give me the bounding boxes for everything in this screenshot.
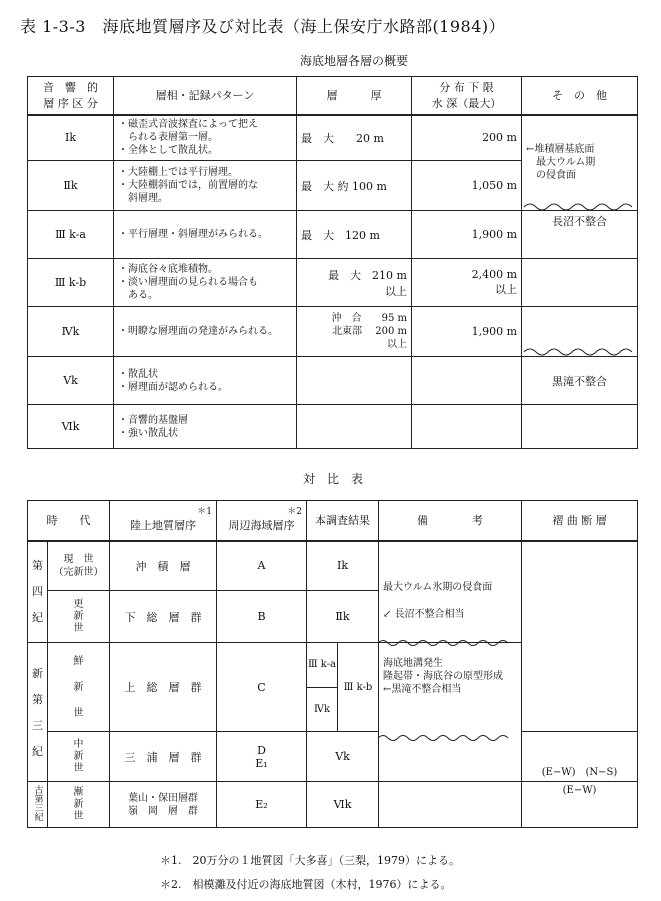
col-header-remarks: 備 考 (379, 501, 522, 541)
table-row (28, 405, 638, 449)
facies-cell: ・大陸棚上では平行層理。 ・大陸棚斜面では，前置層的な 斜層理。 (114, 161, 297, 211)
epoch-oligocene: 漸 新 世 (48, 782, 110, 828)
facies-cell: ・散乱状 ・層理面が認められる。 (114, 357, 297, 405)
fold-cell: (E−W) (522, 782, 638, 828)
footnote-1: ＊1. 20万分の１地質図「大多喜」（三梨，1979）による。 (160, 854, 460, 867)
sea-cell: D E₁ (217, 732, 307, 782)
table-row (28, 541, 638, 591)
thickness-cell: 最 大 210 m 以上 (297, 259, 412, 307)
thickness-cell: 沖 合 95 m 北東部 200 m 以上 (297, 307, 412, 357)
epoch-pliocene: 鮮 新 世 (48, 643, 110, 732)
epoch-pleistocene: 更 新 世 (48, 591, 110, 643)
col-header-unit: 音 響 的 層 序 区 分 (28, 77, 114, 115)
epoch-miocene: 中 新 世 (48, 732, 110, 782)
unit-cell: Ⅰk (28, 115, 114, 161)
col-header-thickness: 層 厚 (297, 77, 412, 115)
unit-cell: Ⅱk (28, 161, 114, 211)
land-cell: 葉山・保田層群 嶺 岡 層 群 (110, 782, 217, 828)
table2-caption: 対 比 表 (303, 472, 364, 486)
other-cell (522, 259, 638, 307)
depth-cell (412, 405, 522, 449)
table-row (28, 732, 638, 782)
era-paleogene: 古第三紀 (28, 782, 48, 828)
strata-overview-table (27, 76, 638, 449)
fold-cell: (E−W) (N−S) (522, 732, 638, 782)
thickness-cell: 最 大 約 100 m (297, 161, 412, 211)
survey-cell: Ⅵk (307, 782, 379, 828)
sea-cell: C (217, 643, 307, 732)
fold-cell (522, 541, 638, 732)
era-quaternary: 第 四 紀 (28, 541, 48, 643)
facies-cell: ・明瞭な層理面の発達がみられる。 (114, 307, 297, 357)
depth-cell: 2,400 m 以上 (412, 259, 522, 307)
unit-cell: Ⅳk (28, 307, 114, 357)
table-row (28, 115, 638, 161)
remarks-cell: 海底地溝発生 隆起帯・海底谷の原型形成 ←黒滝不整合相当 (379, 643, 522, 782)
footnote-2: ＊2. 相模灘及付近の海底地質図（木村，1976）による。 (160, 878, 452, 891)
col-header-fold: 褶 曲 断 層 (522, 501, 638, 541)
col-header-other: そ の 他 (522, 77, 638, 115)
table1-caption: 海底地層各層の概要 (300, 54, 409, 68)
land-cell: 三 浦 層 群 (110, 732, 217, 782)
depth-cell (412, 357, 522, 405)
sea-cell: A (217, 541, 307, 591)
unit-cell: Ⅲ k-b (28, 259, 114, 307)
thickness-cell (297, 405, 412, 449)
epoch-holocene: 現 世 （完新世） (48, 541, 110, 591)
other-cell (522, 405, 638, 449)
era-neogene: 新 第 三 紀 (28, 643, 48, 782)
col-header-sea: ＊2 周辺海域層序 (217, 501, 307, 541)
unconformity-wave-icon (522, 201, 636, 213)
col-header-depth: 分 布 下 限 水 深（最大） (412, 77, 522, 115)
table-row (28, 259, 638, 307)
remarks-cell (379, 782, 522, 828)
facies-cell: ・磁歪式音波探査によって把え られる表層第一層。 ・全体として散乱状。 (114, 115, 297, 161)
col-header-era: 時 代 (28, 501, 110, 541)
unconformity-wave-icon (522, 346, 636, 358)
col-header-survey: 本調査結果 (307, 501, 379, 541)
sea-cell: B (217, 591, 307, 643)
col-header-land: ＊1 陸上地質層序 (110, 501, 217, 541)
facies-cell: ・海底谷々底堆積物。 ・淡い層理面の見られる場合も ある。 (114, 259, 297, 307)
land-cell: 下 総 層 群 (110, 591, 217, 643)
survey-cell-split: Ⅲ k-a Ⅳk Ⅲ k-b (307, 643, 379, 732)
page-title: 表 1-3-3 海底地質層序及び対比表（海上保安庁水路部(1984)） (20, 17, 506, 36)
facies-cell: ・平行層理・斜層理がみられる。 (114, 211, 297, 259)
thickness-cell: 最 大 20 m (297, 115, 412, 161)
survey-cell: Ⅰk (307, 541, 379, 591)
unconformity-wave-icon (376, 733, 518, 743)
other-cell: 長沼不整合 (522, 211, 638, 259)
depth-cell: 1,900 m (412, 211, 522, 259)
thickness-cell (297, 357, 412, 405)
land-cell: 沖 積 層 (110, 541, 217, 591)
sea-cell: E₂ (217, 782, 307, 828)
depth-cell: 1,900 m (412, 307, 522, 357)
correlation-table (27, 500, 638, 828)
col-header-facies: 層相・記録パターン (114, 77, 297, 115)
depth-cell: 1,050 m (412, 161, 522, 211)
other-cell: ←堆積層基底面 最大ウルム期 の侵食面 (522, 115, 638, 211)
thickness-cell: 最 大 120 m (297, 211, 412, 259)
table-row (28, 782, 638, 828)
survey-cell: Ⅱk (307, 591, 379, 643)
facies-cell: ・音響的基盤層 ・強い散乱状 (114, 405, 297, 449)
unit-cell: Ⅴk (28, 357, 114, 405)
other-cell: 黒滝不整合 (522, 357, 638, 405)
depth-cell: 200 m (412, 115, 522, 161)
table-row (28, 357, 638, 405)
land-cell: 上 総 層 群 (110, 643, 217, 732)
survey-cell: Ⅴk (307, 732, 379, 782)
table-row (28, 211, 638, 259)
unit-cell: Ⅵk (28, 405, 114, 449)
unit-cell: Ⅲ k-a (28, 211, 114, 259)
unconformity-wave-icon (376, 638, 518, 648)
remarks-cell: 最大ウルム氷期の侵食面 ↙ 長沼不整合相当 (379, 541, 522, 643)
